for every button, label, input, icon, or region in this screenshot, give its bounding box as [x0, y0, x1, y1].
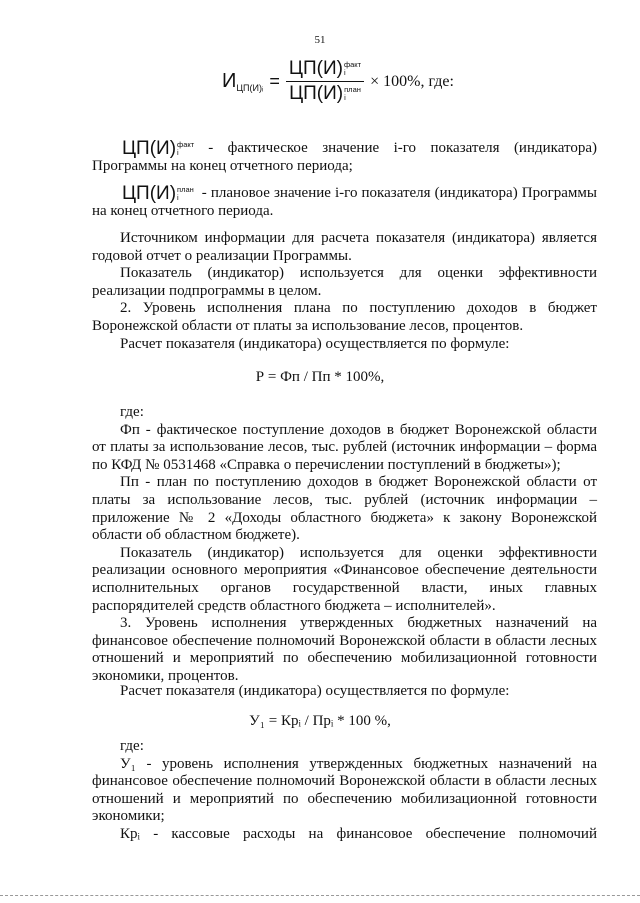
formula-denominator: ЦП(И) план i	[289, 83, 361, 104]
definition-fact-line1: - фактическое значение i-го показателя (индикатора)	[208, 140, 597, 156]
text-line: У₁ - уровень исполнения утвержденных бюджетных назначений на	[120, 755, 597, 772]
text-line: где:	[120, 738, 144, 754]
paragraph-source	[92, 230, 597, 353]
definition-plan-line1: - плановое значение i-го показателя (индикатора) Программы	[201, 185, 597, 201]
text-line: годовой отчет о реализации Программы.	[92, 247, 352, 264]
formula-numerator: ЦП(И) факт i	[286, 58, 364, 82]
text-line: отношений и мероприятий по обеспечению мобилизационной готовности	[92, 650, 597, 667]
text-line: отношений и мероприятий по обеспечению мобилизационной готовности	[92, 790, 597, 807]
text-line: Показатель (индикатор) используется для оценки эффективности	[120, 544, 597, 561]
main-formula	[222, 58, 454, 105]
text-line: Расчет показателя (индикатора) осуществляется по формуле:	[120, 683, 510, 699]
paragraph-budget-defs	[92, 738, 597, 844]
text-line: распорядителей средств областного бюджета – исполнителей».	[92, 597, 496, 614]
formula-lhs: $И_{ЦП(И)ᵢ}$	[222, 70, 264, 93]
text-line: экономики, процентов.	[92, 667, 239, 684]
text-line: области об областном бюджете).	[92, 527, 300, 544]
text-line: где:	[120, 404, 144, 420]
text-line: платы за использование лесов, тыс. рублей (источник информации –	[92, 491, 597, 508]
formula-budget: У₁ = Крᵢ / Прᵢ * 100 %,	[249, 713, 391, 729]
text-line: реализации основного мероприятия «Финансовое обеспечение деятельности	[92, 562, 597, 579]
text-line: Фп - фактическое поступление доходов в бюджет Воронежской области	[120, 421, 597, 438]
page-bottom-edge	[0, 895, 640, 897]
definition-plan	[92, 185, 597, 220]
text-line: приложение № 2 «Доходы областного бюджета» к закону Воронежской	[92, 509, 597, 526]
definition-fact-line2: Программы на конец отчетного периода;	[92, 157, 353, 174]
formula-fraction	[286, 58, 364, 105]
symbol-cp-fact: ЦП(И) факт i	[122, 138, 195, 159]
text-line: Пп - план по поступлению доходов в бюджет Воронежской области от	[120, 474, 597, 491]
text-line: по КФД № 0531468 «Справка о перечислении поступлений в бюджеты»);	[92, 456, 561, 473]
paragraph-calc	[92, 683, 597, 701]
definition-fact	[92, 140, 597, 175]
text-line: финансовое обеспечение полномочий Воронежской области в области лесных	[92, 632, 597, 649]
text-line: 3. Уровень исполнения утвержденных бюджетных назначений на	[120, 615, 597, 632]
text-line: от платы за использование лесов, тыс. рублей (источник информации – форма	[92, 439, 597, 456]
formula-tail: × 100%, где:	[370, 72, 454, 90]
text-line: 2. Уровень исполнения плана по поступлению доходов в бюджет	[120, 300, 597, 317]
symbol-cp-plan: ЦП(И) план i	[122, 183, 194, 204]
text-line: Воронежской области от платы за использование лесов, процентов.	[92, 317, 524, 334]
text-line: Крᵢ - кассовые расходы на финансовое обеспечение полномочий	[120, 825, 597, 842]
page-number: 51	[314, 34, 326, 46]
text-line: исполнительных органов государственной власти, иных главных	[92, 579, 597, 596]
text-line: реализации подпрограммы в целом.	[92, 282, 322, 299]
paragraph-revenue-defs	[92, 404, 597, 686]
text-line: экономики;	[92, 808, 165, 825]
formula-equals: =	[269, 71, 280, 91]
text-line: Расчет показателя (индикатора) осуществляется по формуле:	[120, 335, 510, 352]
text-line: Показатель (индикатор) используется для оценки эффективности	[120, 265, 597, 282]
definition-plan-line2: на конец отчетного периода.	[92, 202, 274, 219]
text-line: финансовое обеспечение полномочий Воронежской области в области лесных	[92, 773, 597, 790]
text-line: Источником информации для расчета показателя (индикатора) является	[120, 230, 597, 246]
formula-revenue: Р = Фп / Пп * 100%,	[255, 369, 385, 385]
